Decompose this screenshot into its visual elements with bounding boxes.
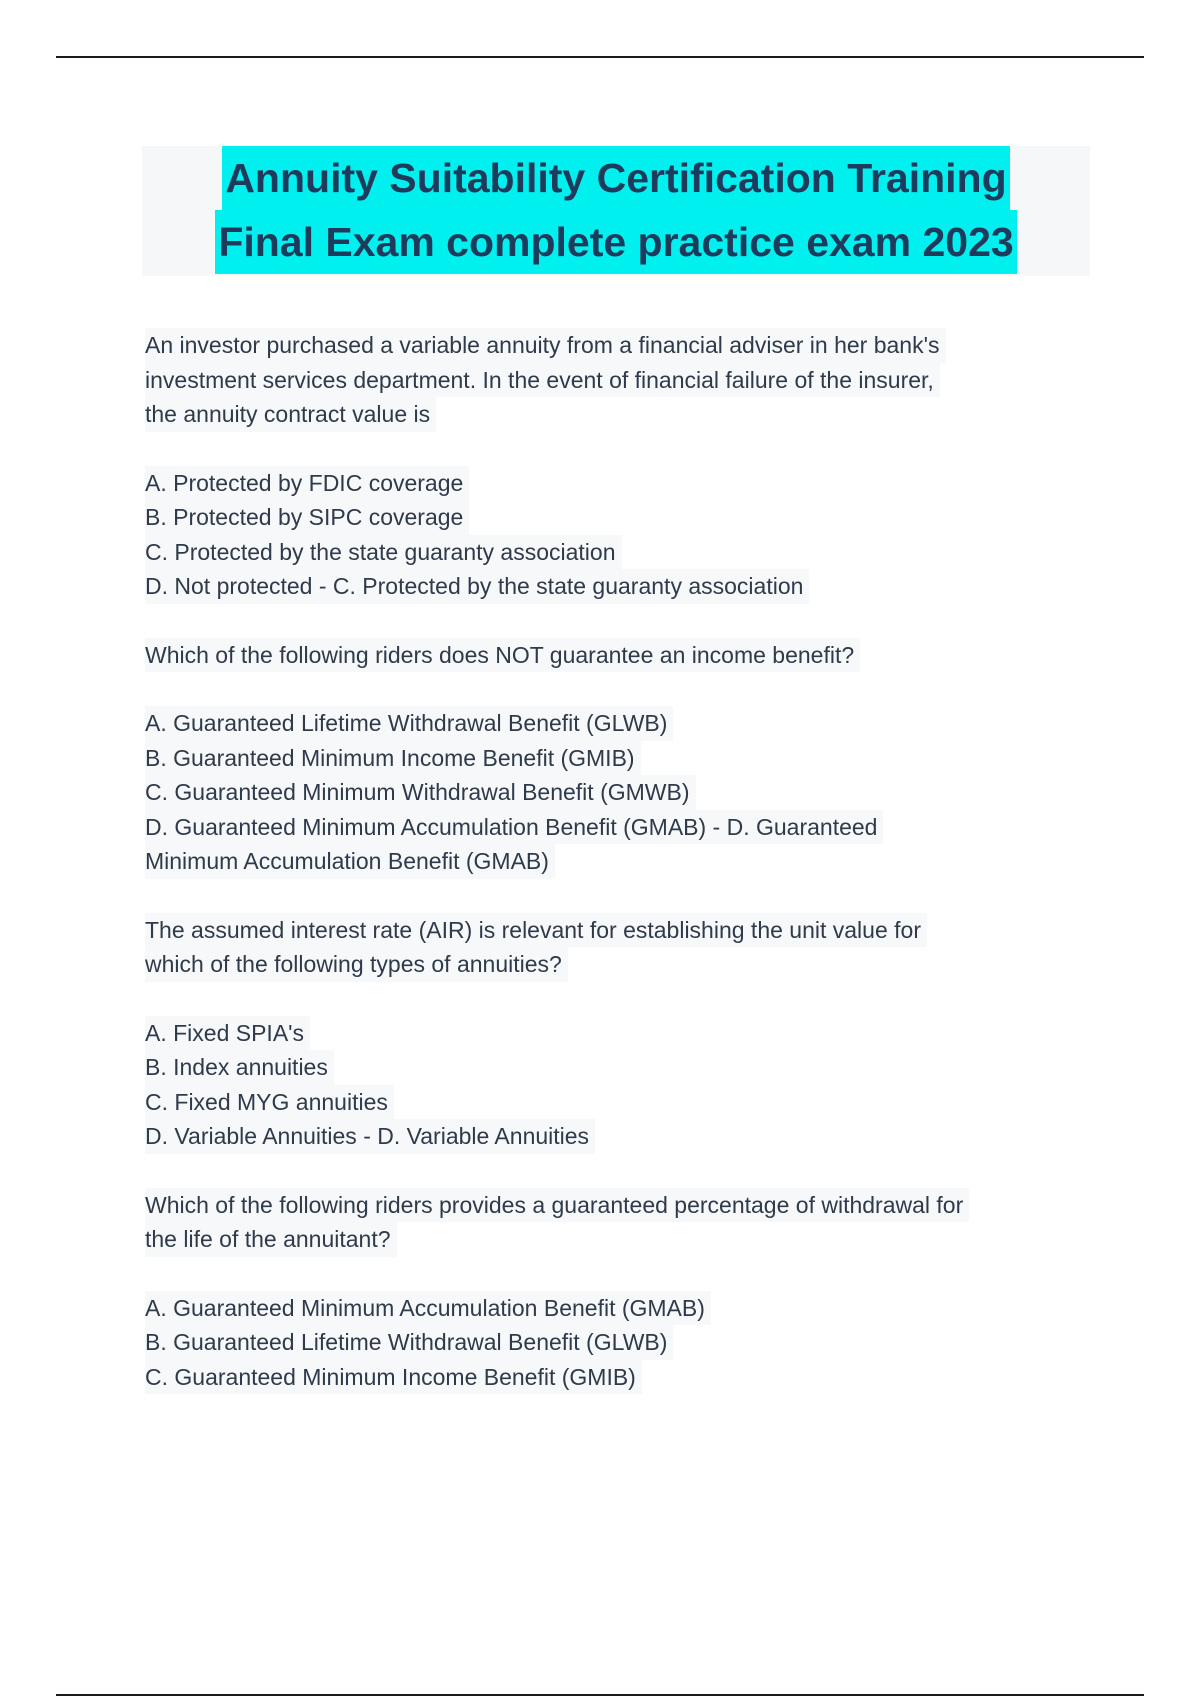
document-title-line: Final Exam complete practice exam 2023 xyxy=(215,210,1016,274)
option-line: A. Fixed SPIA's xyxy=(145,1016,310,1051)
prompt-line: Which of the following riders does NOT guarantee an income benefit? xyxy=(145,638,860,673)
question-prompt xyxy=(145,638,1105,673)
title-line-1-wrap xyxy=(142,146,1090,210)
prompt-line: investment services department. In the event of financial failure of the insurer, xyxy=(145,363,940,398)
bottom-rule xyxy=(56,1694,1144,1696)
answer-options xyxy=(145,1016,1105,1154)
option-line: D. Guaranteed Minimum Accumulation Benefit (GMAB) - D. Guaranteed xyxy=(145,810,883,845)
option-line: C. Protected by the state guaranty association xyxy=(145,535,622,570)
option-line: C. Guaranteed Minimum Income Benefit (GMIB) xyxy=(145,1360,642,1395)
option-line: D. Not protected - C. Protected by the state guaranty association xyxy=(145,569,809,604)
option-line: A. Guaranteed Minimum Accumulation Benefit (GMAB) xyxy=(145,1291,711,1326)
option-line: A. Guaranteed Lifetime Withdrawal Benefit (GLWB) xyxy=(145,706,673,741)
title-line-2-wrap xyxy=(142,210,1090,274)
option-line: B. Protected by SIPC coverage xyxy=(145,500,469,535)
question-prompt xyxy=(145,1188,1105,1257)
option-line: B. Guaranteed Lifetime Withdrawal Benefit (GLWB) xyxy=(145,1325,673,1360)
title-banner xyxy=(142,146,1090,276)
answer-options xyxy=(145,706,1105,879)
answer-options xyxy=(145,1291,1105,1395)
document-title-line: Annuity Suitability Certification Training xyxy=(222,146,1009,210)
option-line: C. Guaranteed Minimum Withdrawal Benefit (GMWB) xyxy=(145,775,696,810)
answer-options xyxy=(145,466,1105,604)
top-rule xyxy=(56,56,1144,58)
exam-content xyxy=(145,328,1105,1428)
prompt-line: Which of the following riders provides a guaranteed percentage of withdrawal for xyxy=(145,1188,969,1223)
option-line: D. Variable Annuities - D. Variable Annuities xyxy=(145,1119,595,1154)
prompt-line: which of the following types of annuities? xyxy=(145,947,568,982)
prompt-line: The assumed interest rate (AIR) is relevant for establishing the unit value for xyxy=(145,913,927,948)
prompt-line: the annuity contract value is xyxy=(145,397,436,432)
prompt-line: An investor purchased a variable annuity from a financial adviser in her bank's xyxy=(145,328,946,363)
option-line: A. Protected by FDIC coverage xyxy=(145,466,469,501)
option-line: B. Guaranteed Minimum Income Benefit (GMIB) xyxy=(145,741,641,776)
option-line: B. Index annuities xyxy=(145,1050,334,1085)
question-prompt xyxy=(145,913,1105,982)
option-line: C. Fixed MYG annuities xyxy=(145,1085,394,1120)
question-prompt xyxy=(145,328,1105,432)
prompt-line: the life of the annuitant? xyxy=(145,1222,397,1257)
option-line: Minimum Accumulation Benefit (GMAB) xyxy=(145,844,555,879)
